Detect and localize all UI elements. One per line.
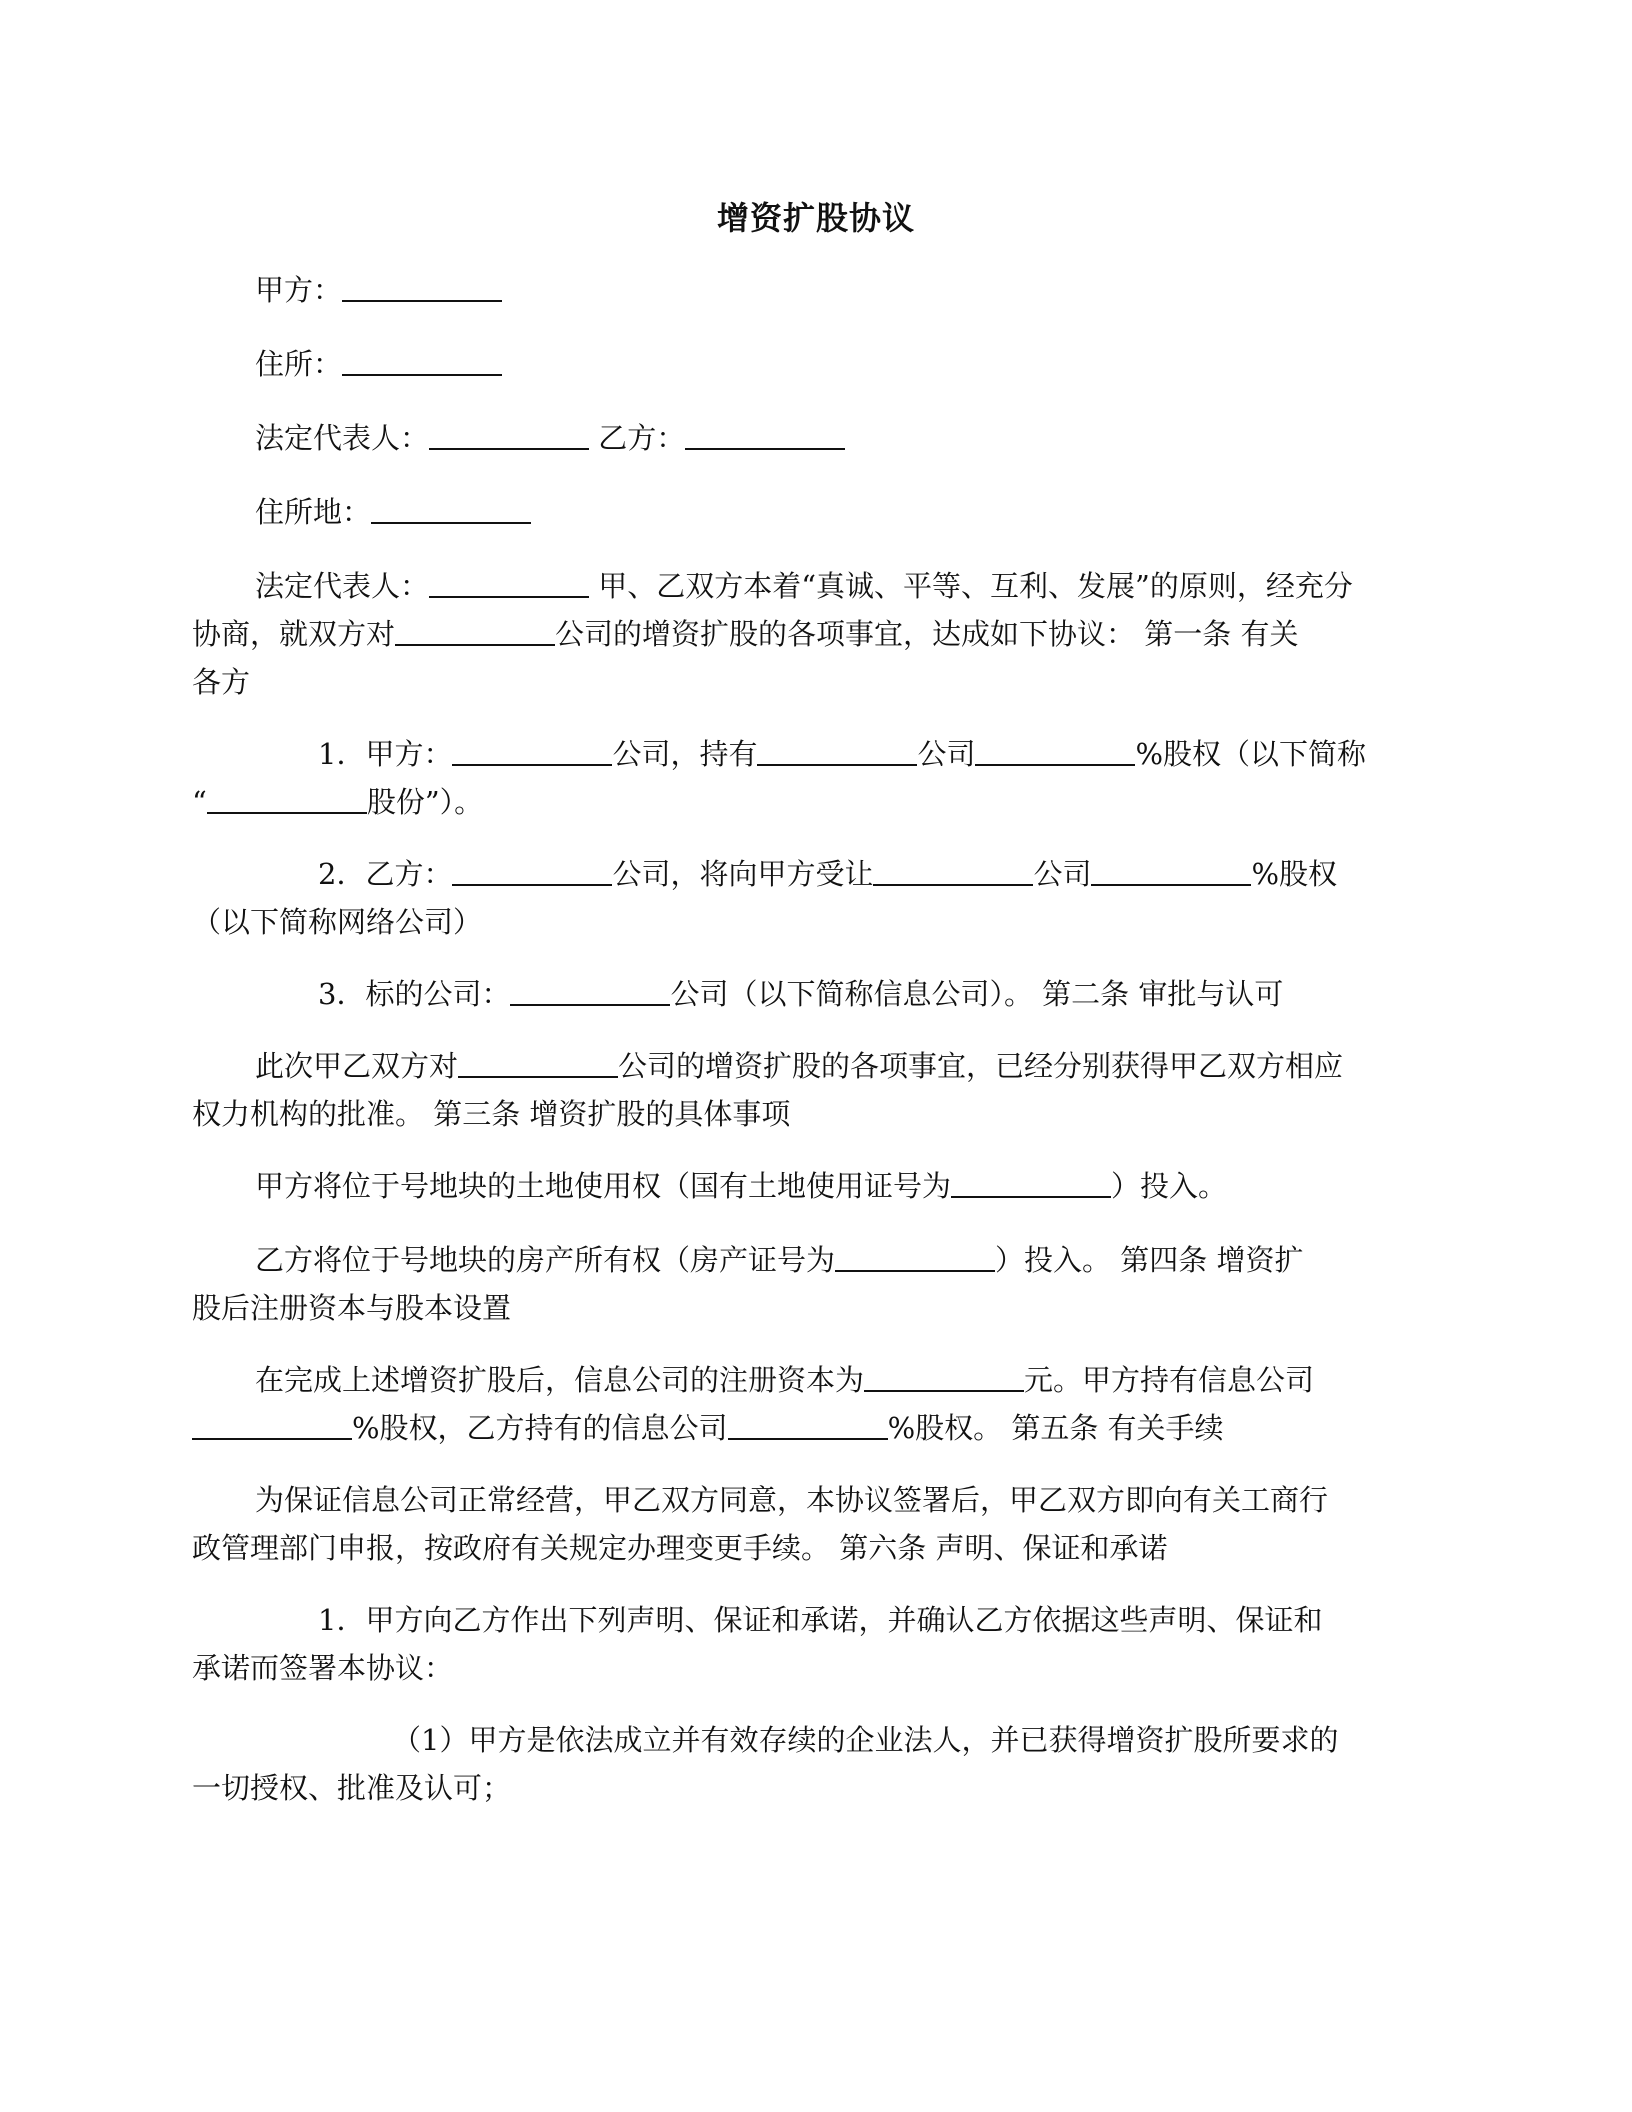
fill-in-blank[interactable]	[429, 566, 589, 598]
text-line	[318, 852, 1337, 896]
fill-in-blank[interactable]	[873, 854, 1033, 886]
text-line	[255, 490, 531, 534]
line-text: 住所地：	[255, 495, 372, 529]
fill-in-blank[interactable]	[757, 734, 917, 766]
line-text: %股权（以下简称	[1135, 737, 1367, 771]
line-text: （1）甲方是依法成立并有效存续的企业法人，并已获得增资扩股所要求的	[392, 1723, 1339, 1757]
line-text: 承诺而签署本协议：	[192, 1651, 454, 1685]
fill-in-blank[interactable]	[371, 492, 531, 524]
text-line	[255, 564, 1353, 608]
line-text: 甲方将位于号地块的土地使用权（国有土地使用证号为	[255, 1169, 952, 1203]
line-text: 1．甲方：	[318, 737, 453, 771]
line-text: 乙方将位于号地块的房产所有权（房产证号为	[255, 1243, 836, 1277]
line-text: 住所：	[255, 347, 343, 381]
fill-in-blank[interactable]	[458, 1046, 618, 1078]
text-line	[192, 1406, 1224, 1450]
line-text: 一切授权、批准及认可；	[192, 1771, 512, 1805]
line-text: 3．标的公司：	[318, 977, 511, 1011]
text-line	[255, 1478, 1328, 1522]
line-text: 政管理部门申报，按政府有关规定办理变更手续。 第六条 声明、保证和承诺	[192, 1531, 1168, 1565]
line-text: 乙方：	[589, 421, 686, 455]
line-text: 甲方：	[255, 273, 343, 307]
line-text: 公司的增资扩股的各项事宜，达成如下协议： 第一条 有关	[555, 617, 1299, 651]
text-line	[318, 1598, 1322, 1642]
line-text: 元。甲方持有信息公司	[1024, 1363, 1315, 1397]
fill-in-blank[interactable]	[452, 734, 612, 766]
text-line	[255, 268, 502, 312]
text-line	[192, 780, 483, 824]
line-text: 各方	[192, 665, 251, 699]
line-text: 协商，就双方对	[192, 617, 396, 651]
line-text: 公司	[1033, 857, 1092, 891]
fill-in-blank[interactable]	[728, 1408, 888, 1440]
line-text: %股权	[1251, 857, 1338, 891]
fill-in-blank[interactable]	[835, 1240, 995, 1272]
fill-in-blank[interactable]	[951, 1166, 1111, 1198]
line-text: 公司，持有	[612, 737, 758, 771]
text-line	[192, 1092, 790, 1136]
text-line	[192, 660, 250, 704]
line-text: 1．甲方向乙方作出下列声明、保证和承诺，并确认乙方依据这些声明、保证和	[318, 1603, 1323, 1637]
text-line	[255, 416, 845, 460]
fill-in-blank[interactable]	[342, 344, 502, 376]
line-text: “	[192, 785, 207, 819]
line-text: 为保证信息公司正常经营，甲乙双方同意，本协议签署后，甲乙双方即向有关工商行	[255, 1483, 1329, 1517]
line-text: 公司（以下简称信息公司）。 第二条 审批与认可	[670, 977, 1284, 1011]
text-line	[192, 1286, 511, 1330]
line-text: 2．乙方：	[318, 857, 453, 891]
fill-in-blank[interactable]	[1091, 854, 1251, 886]
fill-in-blank[interactable]	[510, 974, 670, 1006]
fill-in-blank[interactable]	[864, 1360, 1024, 1392]
line-text: ）投入。 第四条 增资扩	[995, 1243, 1304, 1277]
text-line	[255, 1358, 1314, 1402]
text-line	[392, 1718, 1338, 1762]
fill-in-blank[interactable]	[342, 270, 502, 302]
line-text: 公司的增资扩股的各项事宜，已经分别获得甲乙双方相应	[618, 1049, 1344, 1083]
text-line	[255, 1044, 1343, 1088]
line-text: 此次甲乙双方对	[255, 1049, 459, 1083]
fill-in-blank[interactable]	[452, 854, 612, 886]
text-line	[192, 900, 482, 944]
line-text: ）投入。	[1111, 1169, 1228, 1203]
line-text: 在完成上述增资扩股后，信息公司的注册资本为	[255, 1363, 865, 1397]
text-line	[192, 1646, 453, 1690]
line-text: 公司，将向甲方受让	[612, 857, 874, 891]
fill-in-blank[interactable]	[429, 418, 589, 450]
fill-in-blank[interactable]	[685, 418, 845, 450]
line-text: 法定代表人：	[255, 421, 430, 455]
fill-in-blank[interactable]	[975, 734, 1135, 766]
line-text: 股份”）。	[366, 785, 484, 819]
line-text: （以下简称网络公司）	[192, 905, 483, 939]
text-line	[255, 1238, 1303, 1282]
text-line	[192, 1766, 511, 1810]
line-text: 权力机构的批准。 第三条 增资扩股的具体事项	[192, 1097, 791, 1131]
text-line	[192, 612, 1298, 656]
text-line	[255, 342, 502, 386]
document-title: 增资扩股协议	[716, 199, 915, 237]
line-text: %股权，乙方持有的信息公司	[352, 1411, 728, 1445]
text-line	[255, 1164, 1227, 1208]
text-line	[318, 732, 1366, 776]
text-line	[192, 1526, 1167, 1570]
line-text: %股权。 第五条 有关手续	[887, 1411, 1224, 1445]
text-line	[318, 972, 1283, 1016]
line-text: 法定代表人：	[255, 569, 430, 603]
line-text: 公司	[917, 737, 976, 771]
line-text: 甲、乙双方本着“真诚、平等、互利、发展”的原则，经充分	[589, 569, 1353, 603]
fill-in-blank[interactable]	[192, 1408, 352, 1440]
fill-in-blank[interactable]	[207, 782, 367, 814]
line-text: 股后注册资本与股本设置	[192, 1291, 512, 1325]
fill-in-blank[interactable]	[395, 614, 555, 646]
